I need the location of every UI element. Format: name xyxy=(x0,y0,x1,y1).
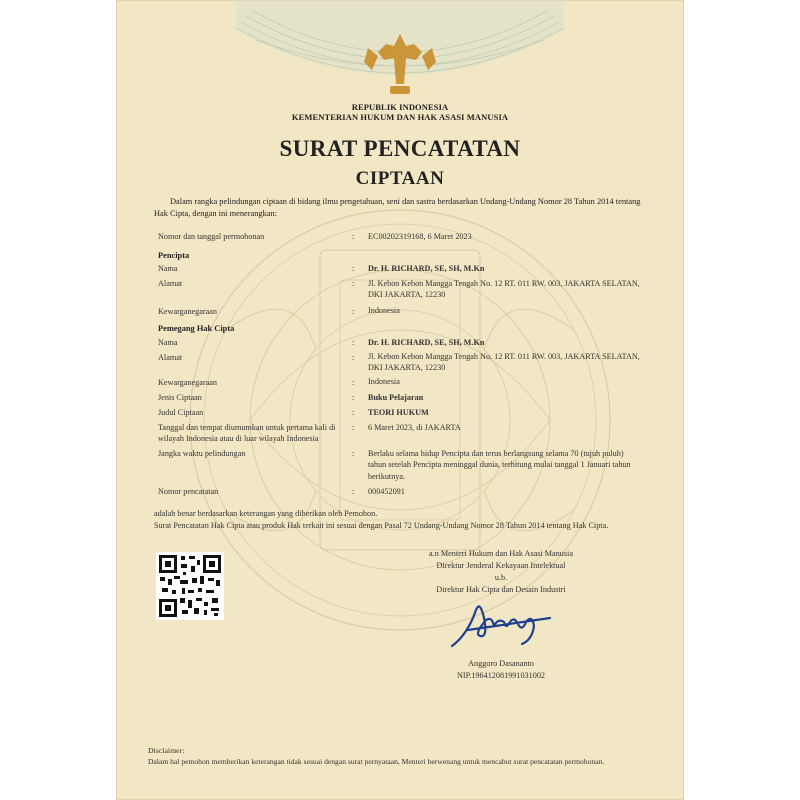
colon: : xyxy=(352,393,355,402)
qr-code xyxy=(156,552,224,620)
colon: : xyxy=(352,232,355,241)
creator-address-label: Alamat xyxy=(158,279,183,288)
holder-heading: Pemegang Hak Cipta xyxy=(158,324,235,333)
document-title: SURAT PENCATATAN xyxy=(279,136,521,161)
work-protection: Berlaku selama hidup Pencipta dan terus berlangsung selama 70 (tujuh puluh) tahun setelah Pencipta meninggal dunia, terhitung mulai tanggal 1 Januari tahun berikutnya. xyxy=(368,449,631,481)
signatory-ub: u.b. xyxy=(494,573,508,582)
signature xyxy=(446,596,556,652)
closing-legal-basis: Surat Pencatatan Hak Cipta atau produk Hak terkait ini sesuai dengan Pasal 72 Undang-Undang Nomor 28 Tahun 2014 tentang Hak Cipta. xyxy=(154,521,609,530)
holder-citizenship-label: Kewarganegaraan xyxy=(158,378,217,387)
document-subtitle: CIPTAAN xyxy=(355,168,445,189)
holder-citizenship: Indonesia xyxy=(368,377,400,386)
colon: : xyxy=(352,264,355,273)
disclaimer-text: Dalam hal pemohon memberikan keterangan tidak sesuai dengan surat pernyataan, Menteri berwenang untuk mencabut surat pencatatan permohonan. xyxy=(148,757,605,766)
signatory-director: Direktur Hak Cipta dan Desain Industri xyxy=(436,585,566,594)
signatory-director-general: Direktur Jenderal Kekayaan Intelektual xyxy=(436,561,566,570)
colon: : xyxy=(352,307,355,316)
colon: : xyxy=(352,378,355,387)
colon: : xyxy=(352,338,355,347)
work-protection-label: Jangka waktu pelindungan xyxy=(158,449,246,458)
work-published: 6 Maret 2023, di JAKARTA xyxy=(368,423,461,432)
colon: : xyxy=(352,408,355,417)
work-type: Buku Pelajaran xyxy=(368,393,424,402)
signatory-nip: NIP.196412081991031002 xyxy=(456,671,546,680)
intro-paragraph: Dalam rangka pelindungan ciptaan di bidang ilmu pengetahuan, seni dan sastra berdasarkan Undang-Undang Nomor 28 Tahun 2014 tentang Hak Cipta, dengan ini menerangkan: xyxy=(154,197,641,218)
header-ministry: KEMENTERIAN HUKUM DAN HAK ASASI MANUSIA xyxy=(291,112,509,122)
creator-name-label: Nama xyxy=(158,264,178,273)
creator-citizenship-label: Kewarganegaraan xyxy=(158,307,217,316)
work-type-label: Jenis Ciptaan xyxy=(158,393,202,402)
application-value: EC00202319168, 6 Maret 2023 xyxy=(368,232,472,241)
work-title-label: Judul Ciptaan xyxy=(158,408,204,417)
work-published-label: Tanggal dan tempat diumumkan untuk pertama kali di wilayah Indonesia atau di luar wilayah Indonesia xyxy=(158,423,336,444)
disclaimer-heading: Disclaimer: xyxy=(148,746,185,755)
holder-name-label: Nama xyxy=(158,338,178,347)
holder-address-label: Alamat xyxy=(158,353,183,362)
work-record-label: Nomor pencatatan xyxy=(158,487,219,496)
creator-name: Dr. H. RICHARD, SE, SH, M.Kn xyxy=(368,264,485,273)
certificate-paper xyxy=(116,0,684,800)
holder-address: Jl. Kebon Kebon Mangga Tengah No. 12 RT. 011 RW. 003, JAKARTA SELATAN, DKI JAKARTA, 12230 xyxy=(368,352,640,373)
colon: : xyxy=(352,353,355,362)
colon: : xyxy=(352,449,355,458)
header-republic: REPUBLIK INDONESIA xyxy=(351,102,449,112)
application-label: Nomor dan tanggal permohonan xyxy=(158,232,265,241)
creator-citizenship: Indonesia xyxy=(368,306,400,315)
work-record: 000452091 xyxy=(368,487,405,496)
creator-address: Jl. Kebon Kebon Mangga Tengah No. 12 RT. 011 RW. 003, JAKARTA SELATAN, DKI JAKARTA, 12230 xyxy=(368,279,640,300)
signatory-on-behalf: a.n Menteri Hukum dan Hak Asasi Manusia xyxy=(429,549,573,558)
signatory-name: Anggoro Dasananto xyxy=(468,659,534,668)
closing-statement: adalah benar berdasarkan keterangan yang diberikan oleh Pemohon. xyxy=(154,509,378,518)
creator-heading: Pencipta xyxy=(158,251,190,260)
colon: : xyxy=(352,487,355,496)
colon: : xyxy=(352,423,355,432)
colon: : xyxy=(352,279,355,288)
holder-name: Dr. H. RICHARD, SE, SH, M.Kn xyxy=(368,338,485,347)
work-title: TEORI HUKUM xyxy=(368,408,429,417)
